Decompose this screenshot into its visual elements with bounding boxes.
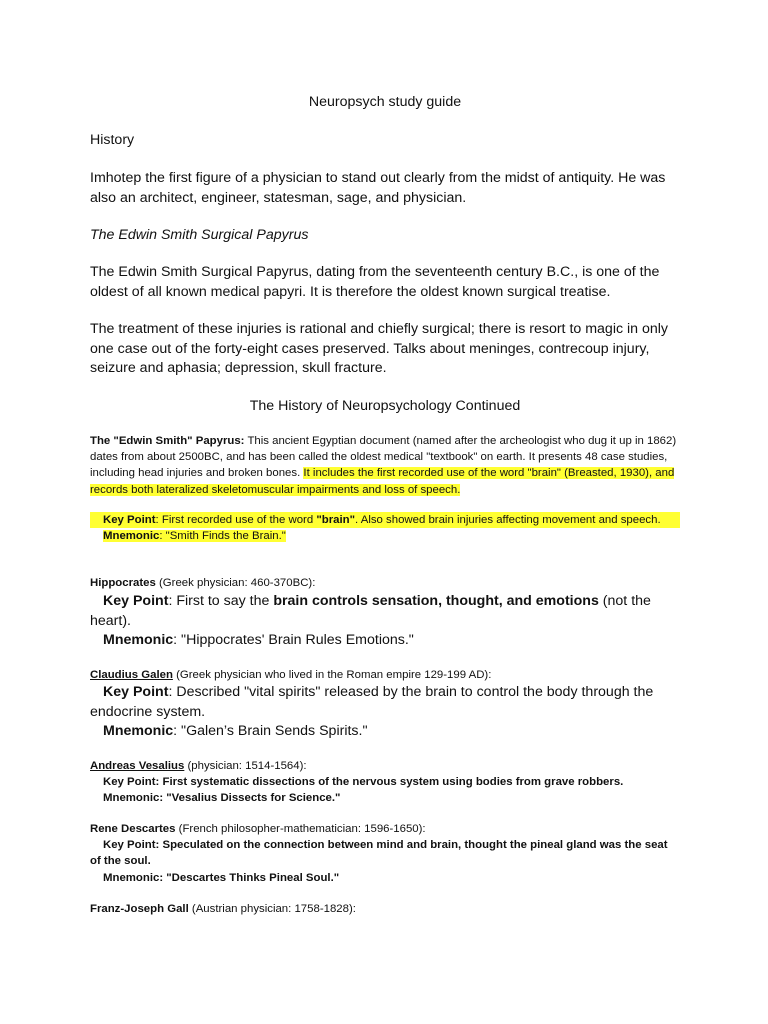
key-point: Key Point: First recorded use of the word "brain". Also showed brain injuries affecting movement and speech. — [90, 512, 680, 528]
paragraph-papyrus-treatment: The treatment of these injuries is rational and chiefly surgical; there is resort to magic in only one case out of the forty-eight cases preserved. Talks about meninges, contrecoup injury, seizure and aphasia; depression, skull fracture. — [90, 321, 669, 376]
entry-name: The "Edwin Smith" Papyrus: — [90, 435, 245, 447]
entry-descartes: Rene Descartes (French philosopher-mathematician: 1596-1650): Key Point: Speculated on the connection between mind and brain, thought the pineal gland was the seat of the soul. Mnemonic: "Descartes Thinks Pineal Soul." — [90, 821, 680, 886]
entry-name: Claudius Galen — [90, 669, 173, 681]
key-point: Key Point: First systematic dissections of the nervous system using bodies from grave robbers. — [103, 776, 624, 789]
key-point: Key Point: Speculated on the connection between mind and brain, thought the pineal gland was the seat of the soul. — [90, 839, 668, 868]
papyrus-heading: The Edwin Smith Surgical Papyrus — [90, 227, 309, 243]
entry-name: Franz-Joseph Gall — [90, 903, 189, 915]
mnemonic: Mnemonic: "Hippocrates' Brain Rules Emotions." — [103, 632, 414, 648]
mnemonic: Mnemonic: "Vesalius Dissects for Science." — [103, 792, 341, 805]
document-title: Neuropsych study guide — [308, 94, 462, 110]
hippocrates-key-block — [90, 592, 680, 651]
entry-name: Rene Descartes — [90, 823, 176, 835]
section-heading-history: History — [90, 132, 135, 148]
mnemonic-label: Mnemonic — [103, 530, 160, 543]
entry-description: This ancient Egyptian document (named after the archeologist who dug it up in 1862) dates from about 2500BC, and has been called the oldest medical "textbook" on earth. It presents 48 case studies, including head injuries and broken bones. — [90, 435, 677, 480]
key-point: Key Point: First to say the brain controls sensation, thought, and emotions (not the heart). — [90, 593, 651, 629]
entry-galen: Claudius Galen (Greek physician who lived in the Roman empire 129-199 AD): — [90, 669, 492, 681]
entry-name: Hippocrates — [90, 577, 156, 589]
edwin-smith-key-block — [90, 512, 680, 544]
key-point: Key Point: Described "vital spirits" released by the brain to control the body through the endocrine system. — [90, 684, 654, 720]
key-point-label: Key Point — [103, 514, 156, 526]
mnemonic: Mnemonic: "Smith Finds the Brain." — [103, 530, 286, 543]
mnemonic: Mnemonic: "Galen’s Brain Sends Spirits." — [103, 723, 368, 739]
paragraph-papyrus-dating: The Edwin Smith Surgical Papyrus, dating from the seventeenth century B.C., is one of the oldest of all known medical papyri. It is therefore the oldest known surgical treatise. — [90, 264, 660, 300]
galen-key-block — [90, 683, 680, 742]
entry-gall: Franz-Joseph Gall (Austrian physician: 1758-1828): — [90, 903, 356, 915]
history-continued-heading: The History of Neuropsychology Continued — [249, 398, 521, 414]
highlighted-text: It includes the first recorded use of the word "brain" (Breasted, 1930), and records both lateralized skeletomuscular impairments and loss of speech. — [90, 467, 675, 496]
entry-hippocrates: Hippocrates (Greek physician: 460-370BC): — [90, 577, 316, 589]
entry-name: Andreas Vesalius — [90, 760, 185, 772]
paragraph-imhotep: Imhotep the first figure of a physician to stand out clearly from the midst of antiquity. He was also an architect, engineer, statesman, sage, and physician. — [90, 170, 666, 206]
mnemonic: Mnemonic: "Descartes Thinks Pineal Soul." — [103, 871, 340, 884]
entry-vesalius: Andreas Vesalius (physician: 1514-1564): Key Point: First systematic dissections of the nervous system using bodies from grave robbers. Mnemonic: "Vesalius Dissects for Science." — [90, 758, 680, 807]
entry-edwin-smith — [90, 433, 680, 498]
